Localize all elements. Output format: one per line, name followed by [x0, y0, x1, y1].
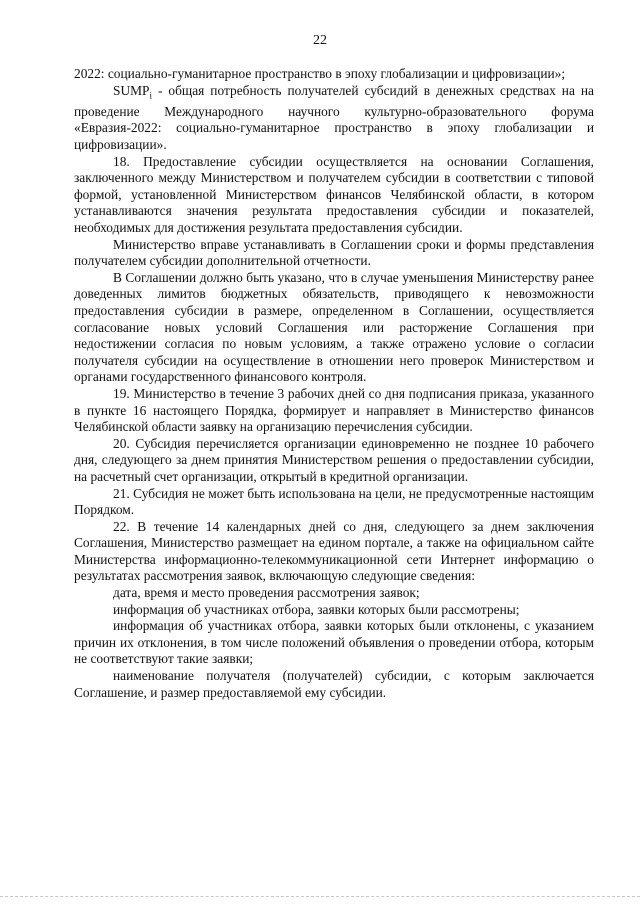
paragraph-sump-definition: [74, 83, 594, 154]
paragraph-19: 19. Министерство в течение 3 рабочих дней со дня подписания приказа, указанного в пункте 16 настоящего Порядка, формирует и направляет в Министерство финансов Челябинской области заявку на организацию перечисления субсидии.: [74, 385, 594, 435]
list-item-review-date: дата, время и место проведения рассмотрения заявок;: [113, 585, 420, 601]
paragraph-20: 20. Субсидия перечисляется организации единовременно не позднее 10 рабочего дня, следующего за днем принятия Министерством решения о предоставлении субсидии, на расчетный счет организации, открытый в кредитной организации.: [74, 435, 594, 484]
paragraph-21: 21. Субсидия не может быть использована на цели, не предусмотренные настоящим Порядком.: [74, 485, 594, 518]
paragraph-agreement-conditions: В Соглашении должно быть указано, что в случае уменьшения Министерству ранее доведенных лимитов бюджетных обязательств, приводящего к невозможности предоставления субсидии в размере, определенном в Соглашении, осуществляется согласование новых условий Соглашения или расторжение Соглашения при недостижении согласия по новым условиям, а также отражено условие о согласии получателя субсидии на осуществление в отношении него проверок Министерством и органами государственного финансового контроля.: [74, 269, 594, 385]
page-bottom-artifact: [0, 896, 640, 899]
paragraph-22: 22. В течение 14 календарных дней со дня, следующего за днем заключения Соглашения, Министерство размещает на едином портале, а также на официальном сайте Министерства информационно-телекоммуникационной сети Интернет информацию о результатах рассмотрения заявок, включающую следующие сведения:: [74, 518, 594, 584]
list-item-rejected-participants: информация об участниках отбора, заявки которых были отклонены, с указанием причин их отклонения, в том числе положений объявления о проведении отбора, которым не соответствуют такие заявки;: [74, 618, 594, 667]
list-item-reviewed-participants: информация об участниках отбора, заявки которых были рассмотрены;: [113, 601, 520, 617]
paragraph-reporting: Министерство вправе устанавливать в Соглашении сроки и формы представления получателем субсидии дополнительной отчетности.: [74, 236, 594, 269]
sump-symbol: SUMP: [113, 82, 150, 98]
sump-definition-text: - общая потребность получателей субсидий в денежных средствах на на проведение Международного научного культурно-образовательного форума «Евразия-2022: социально-гуманитарное пространство в эпоху глобализации и цифровизации».: [74, 82, 594, 153]
document-body: [74, 66, 594, 701]
sump-subscript: i: [149, 90, 152, 101]
list-item-recipient-name: наименование получателя (получателей) субсидии, с которым заключается Соглашение, и размер предоставляемой ему субсидии.: [74, 668, 594, 700]
paragraph-continuation: 2022: социально-гуманитарное пространство в эпоху глобализации и цифровизации»;: [74, 66, 566, 81]
page-number: 22: [313, 33, 327, 48]
paragraph-18: 18. Предоставление субсидии осуществляется на основании Соглашения, заключенного между Министерством и получателем субсидии в соответствии с типовой формой, установленной Министерством финансов Челябинской области, в котором устанавливаются значения результата предоставления субсидии и показателей, необходимых для достижения результата предоставления субсидии.: [74, 153, 594, 236]
